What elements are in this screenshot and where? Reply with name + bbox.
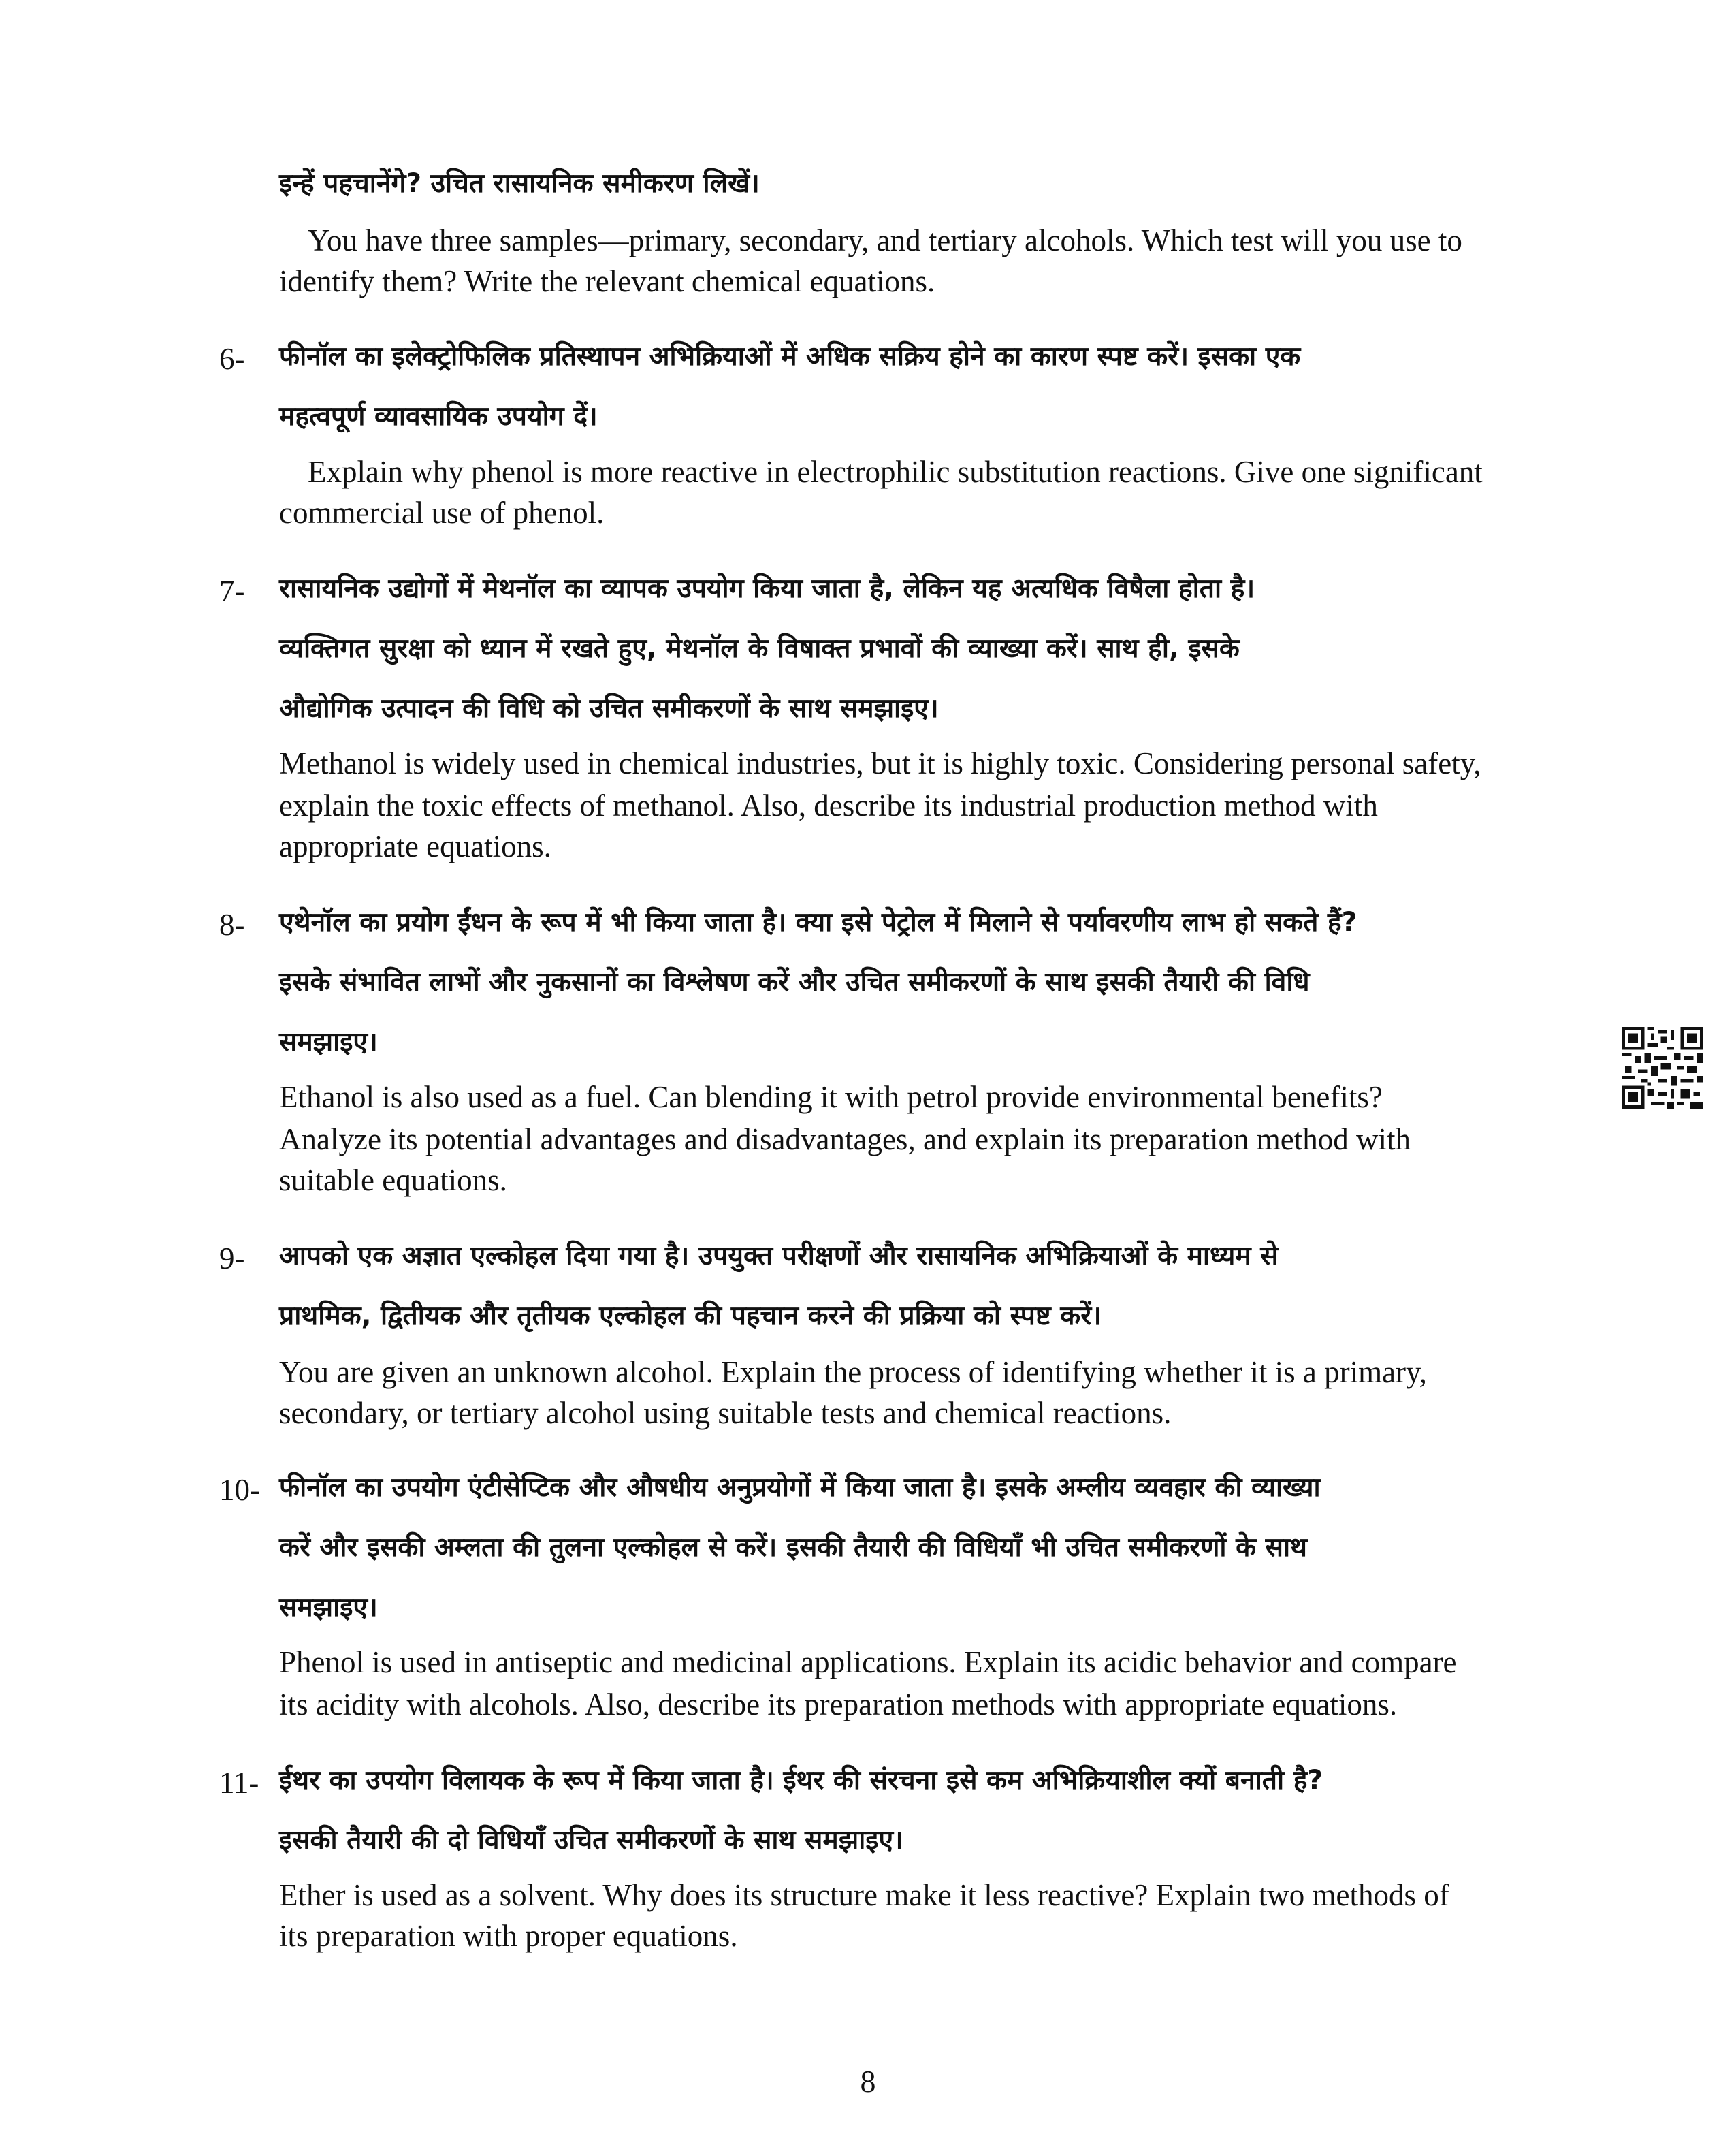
question-hindi-line: इसकी तैयारी की दो विधियाँ उचित समीकरणों के साथ समझाइए। xyxy=(279,1825,903,1856)
question-hindi-line: रासायनिक उद्योगों में मेथनॉल का व्यापक उपयोग किया जाता है, लेकिन यह अत्यधिक विषैला होता है। xyxy=(279,573,1255,604)
intro-english-line: You have three samples—primary, secondary, and tertiary alcohols. Which test will you use to xyxy=(308,223,1462,257)
question-english-line: its preparation with proper equations. xyxy=(279,1919,738,1953)
question-hindi-line: समझाइए। xyxy=(279,1592,378,1623)
question-hindi-line: प्राथमिक, द्वितीयक और तृतीयक एल्कोहल की पहचान करने की प्रक्रिया को स्पष्ट करें। xyxy=(279,1301,1102,1331)
question-english-line: Methanol is widely used in chemical industries, but it is highly toxic. Considering personal safety, xyxy=(279,746,1481,780)
question-number: 10- xyxy=(219,1473,260,1507)
question-english-line: commercial use of phenol. xyxy=(279,496,605,530)
question-english-line: Ether is used as a solvent. Why does its structure make it less reactive? Explain two methods of xyxy=(279,1878,1449,1912)
question-english-line: explain the toxic effects of methanol. Also, describe its industrial production method with xyxy=(279,789,1378,823)
question-hindi-line: फीनॉल का उपयोग एंटीसेप्टिक और औषधीय अनुप्रयोगों में किया जाता है। इसके अम्लीय व्यवहार की व्याख्या xyxy=(279,1472,1321,1503)
page-number: 8 xyxy=(860,2064,876,2099)
question-english-line: secondary, or tertiary alcohol using suitable tests and chemical reactions. xyxy=(279,1396,1172,1430)
question-number: 11- xyxy=(219,1766,259,1800)
question-hindi-line: एथेनॉल का प्रयोग ईंधन के रूप में भी किया जाता है। क्या इसे पेट्रोल में मिलाने से पर्यावरणीय लाभ हो सकते हैं? xyxy=(279,907,1357,938)
question-english-line: Explain why phenol is more reactive in electrophilic substitution reactions. Give one significant xyxy=(308,455,1483,489)
question-english-line: You are given an unknown alcohol. Explain the process of identifying whether it is a primary, xyxy=(279,1355,1427,1389)
question-english-line: its acidity with alcohols. Also, describe its preparation methods with appropriate equations. xyxy=(279,1687,1398,1721)
question-hindi-line: व्यक्तिगत सुरक्षा को ध्यान में रखते हुए, मेथनॉल के विषाक्त प्रभावों की व्याख्या करें। साथ ही, इसके xyxy=(279,633,1240,664)
question-number: 8- xyxy=(219,908,245,942)
question-hindi-line: समझाइए। xyxy=(279,1027,378,1058)
question-hindi-line: करें और इसकी अम्लता की तुलना एल्कोहल से करें। इसकी तैयारी की विधियाँ भी उचित समीकरणों के साथ xyxy=(279,1532,1307,1563)
question-hindi-line: महत्वपूर्ण व्यावसायिक उपयोग दें। xyxy=(279,401,598,432)
question-english-line: appropriate equations. xyxy=(279,829,551,863)
question-hindi-line: फीनॉल का इलेक्ट्रोफिलिक प्रतिस्थापन अभिक्रियाओं में अधिक सक्रिय होने का कारण स्पष्ट करें। इसका एक xyxy=(279,341,1301,372)
question-hindi-line: ईथर का उपयोग विलायक के रूप में किया जाता है। ईथर की संरचना इसे कम अभिक्रियाशील क्यों बनाती है? xyxy=(279,1765,1323,1796)
qr-code-icon xyxy=(1622,1027,1703,1109)
question-english-line: Analyze its potential advantages and disadvantages, and explain its preparation method with xyxy=(279,1122,1411,1156)
question-english-line: Phenol is used in antiseptic and medicinal applications. Explain its acidic behavior and compare xyxy=(279,1645,1457,1679)
question-hindi-line: इसके संभावित लाभों और नुकसानों का विश्लेषण करें और उचित समीकरणों के साथ इसकी तैयारी की विधि xyxy=(279,967,1310,998)
question-number: 6- xyxy=(219,342,245,376)
intro-hindi-line: इन्हें पहचानेंगे? उचित रासायनिक समीकरण लिखें। xyxy=(279,168,760,199)
question-number: 9- xyxy=(219,1241,245,1275)
intro-english-line: identify them? Write the relevant chemical equations. xyxy=(279,264,935,298)
question-number: 7- xyxy=(219,574,245,608)
question-hindi-line: आपको एक अज्ञात एल्कोहल दिया गया है। उपयुक्त परीक्षणों और रासायनिक अभिक्रियाओं के माध्यम से xyxy=(279,1241,1279,1271)
question-english-line: suitable equations. xyxy=(279,1163,507,1197)
question-english-line: Ethanol is also used as a fuel. Can blending it with petrol provide environmental benefits? xyxy=(279,1080,1383,1114)
question-hindi-line: औद्योगिक उत्पादन की विधि को उचित समीकरणों के साथ समझाइए। xyxy=(279,693,939,724)
